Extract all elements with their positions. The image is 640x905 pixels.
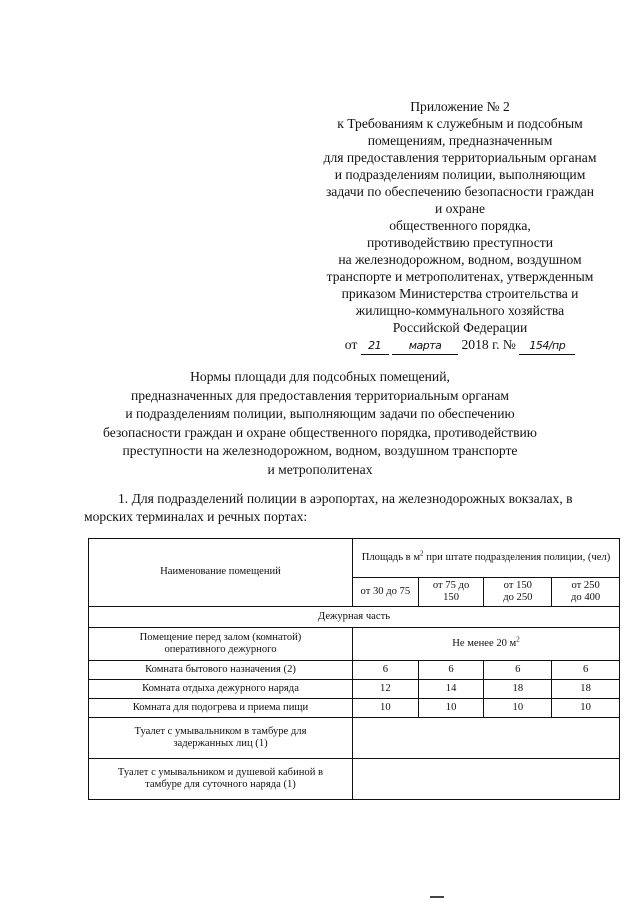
appendix-line: общественного порядка, bbox=[389, 218, 531, 233]
appendix-line: для предоставления территориальным органам bbox=[323, 150, 597, 165]
value-cell: 12 bbox=[352, 680, 418, 699]
order-date-line bbox=[300, 336, 620, 355]
table-row bbox=[89, 680, 620, 699]
merged-value-text: Не менее 20 м bbox=[452, 637, 517, 649]
appendix-line: Приложение № 2 bbox=[410, 99, 510, 114]
header-range-2 bbox=[418, 578, 484, 607]
room-name: Комната отдыха дежурного наряда bbox=[89, 680, 353, 699]
table-row bbox=[89, 628, 620, 661]
appendix-line: на железнодорожном, водном, воздушном bbox=[338, 252, 582, 267]
appendix-header bbox=[300, 98, 620, 355]
header-area bbox=[352, 539, 619, 578]
value-cell: 6 bbox=[484, 661, 552, 680]
document-title bbox=[70, 368, 570, 479]
section-duty: Дежурная часть bbox=[89, 607, 620, 628]
range-text: до 400 bbox=[570, 592, 601, 603]
room-name-line: тамбуре для суточного наряда (1) bbox=[145, 779, 296, 790]
range-text: от 75 до bbox=[432, 579, 470, 591]
handwritten-day: 21 bbox=[361, 337, 389, 355]
table-row bbox=[89, 699, 620, 718]
section-1-line-2: морских терминалах и речных портах: bbox=[84, 509, 308, 524]
scan-artifact bbox=[430, 896, 444, 898]
value-cell: 6 bbox=[352, 661, 418, 680]
appendix-line: и охране bbox=[434, 201, 486, 216]
area-norms-table bbox=[88, 538, 620, 800]
room-name bbox=[89, 718, 353, 759]
room-name-line: оперативного дежурного bbox=[164, 644, 277, 655]
title-line: и подразделениям полиции, выполняющим задачи по обеспечению bbox=[125, 406, 515, 421]
section-1-heading bbox=[84, 490, 628, 526]
value-cell: 14 bbox=[418, 680, 484, 699]
merged-value bbox=[352, 718, 619, 759]
title-line: и метрополитенах bbox=[267, 461, 373, 477]
room-name bbox=[89, 628, 353, 661]
appendix-line: приказом Министерства строительства и bbox=[341, 286, 579, 301]
value-cell: 18 bbox=[552, 680, 620, 699]
title-line: безопасности граждан и охране общественного порядка, противодействию bbox=[103, 424, 537, 440]
date-prefix: от bbox=[344, 337, 358, 352]
range-text: от 150 bbox=[503, 579, 532, 591]
table-header-row bbox=[89, 539, 620, 578]
appendix-line: транспорте и метрополитенах, утвержденным bbox=[326, 269, 594, 284]
range-text: 150 bbox=[443, 592, 460, 603]
value-cell: 10 bbox=[418, 699, 484, 718]
appendix-line: Российской Федерации bbox=[392, 320, 528, 335]
room-name: Комната бытового назначения (2) bbox=[89, 661, 353, 680]
value-cell: 6 bbox=[552, 661, 620, 680]
title-line: Нормы площади для подсобных помещений, bbox=[190, 369, 450, 384]
merged-value-sup: 2 bbox=[516, 635, 520, 644]
title-line: предназначенных для предоставления территориальным органам bbox=[131, 387, 509, 403]
header-area-prefix: Площадь в м bbox=[361, 551, 421, 563]
appendix-line: к Требованиям к служебным и подсобным bbox=[337, 116, 583, 131]
room-name-line: Туалет с умывальником в тамбуре для bbox=[134, 725, 307, 737]
value-cell: 6 bbox=[418, 661, 484, 680]
table-row bbox=[89, 759, 620, 800]
appendix-line: жилищно-коммунального хозяйства bbox=[355, 303, 565, 318]
value-cell: 18 bbox=[484, 680, 552, 699]
header-room-name: Наименование помещений bbox=[89, 539, 353, 607]
value-cell: 10 bbox=[484, 699, 552, 718]
appendix-line: задачи по обеспечению безопасности граждан bbox=[325, 184, 595, 199]
appendix-line: помещениям, предназначенным bbox=[367, 133, 553, 148]
merged-value bbox=[352, 628, 619, 661]
room-name-line: задержанных лиц (1) bbox=[173, 738, 268, 749]
table-section-row bbox=[89, 607, 620, 628]
value-cell: 10 bbox=[552, 699, 620, 718]
room-name-line: Туалет с умывальником и душевой кабиной в bbox=[117, 766, 324, 778]
appendix-line: и подразделениям полиции, выполняющим bbox=[334, 167, 586, 182]
header-area-suffix: при штате подразделения полиции, (чел) bbox=[423, 551, 611, 563]
header-area-sup: 2 bbox=[420, 549, 424, 558]
header-range-1 bbox=[352, 578, 418, 607]
range-text: от 30 до 75 bbox=[360, 585, 411, 597]
date-year: 2018 г. № bbox=[461, 337, 516, 352]
table-row bbox=[89, 661, 620, 680]
handwritten-month: марта bbox=[392, 337, 458, 355]
title-line: преступности на железнодорожном, водном, воздушном транспорте bbox=[122, 443, 518, 458]
header-range-4 bbox=[552, 578, 620, 607]
value-cell: 10 bbox=[352, 699, 418, 718]
room-name-line: Помещение перед залом (комнатой) bbox=[139, 631, 302, 643]
handwritten-order-number: 154/пр bbox=[519, 337, 575, 355]
merged-value bbox=[352, 759, 619, 800]
section-1-line-1: 1. Для подразделений полиции в аэропортах, на железнодорожных вокзалах, в bbox=[118, 491, 573, 506]
range-text: до 250 bbox=[503, 592, 533, 603]
range-text: от 250 bbox=[571, 579, 600, 591]
room-name bbox=[89, 759, 353, 800]
table-row bbox=[89, 718, 620, 759]
room-name: Комната для подогрева и приема пищи bbox=[89, 699, 353, 718]
appendix-line: противодействию преступности bbox=[366, 235, 554, 250]
header-range-3 bbox=[484, 578, 552, 607]
